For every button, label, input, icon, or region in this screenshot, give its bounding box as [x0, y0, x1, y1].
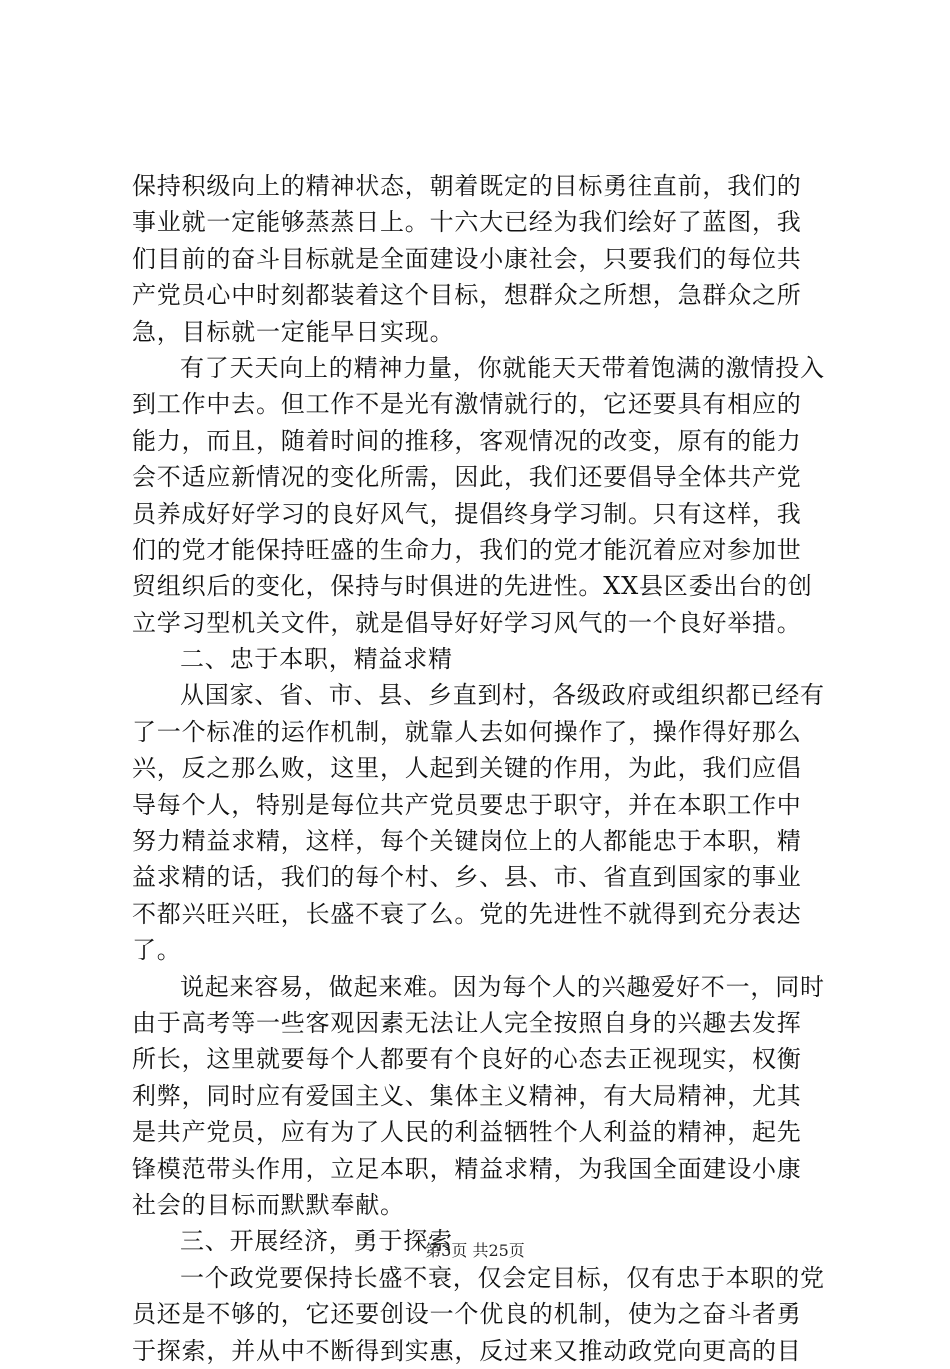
- text-line: 保持积级向上的精神状态，朝着既定的目标勇往直前，我们的: [132, 172, 802, 200]
- text-line: 锋模范带头作用，立足本职，精益求精，为我国全面建设小康: [132, 1154, 802, 1183]
- text-line: 由于高考等一些客观因素无法让人完全按照自身的兴趣去发挥: [132, 1008, 802, 1037]
- text-line: 是共产党员，应有为了人民的利益牺牲个人利益的精神，起先: [132, 1118, 802, 1147]
- text-line: 立学习型机关文件，就是倡导好好学习风气的一个良好举措。: [132, 608, 802, 637]
- paragraph-first-line: 一个政党要保持长盛不衰，仅会定目标，仅有忠于本职的党: [180, 1263, 825, 1292]
- text-line: 急，目标就一定能早日实现。: [132, 317, 455, 346]
- paragraph-first-line: 说起来容易，做起来难。因为每个人的兴趣爱好不一，同时: [180, 972, 825, 1001]
- text-line: 不都兴旺兴旺，长盛不衰了么。党的先进性不就得到充分表达: [132, 899, 802, 928]
- text-line: 于探索，并从中不断得到实惠，反过来又推动政党向更高的目: [132, 1336, 802, 1365]
- paragraph-first-line: 有了天天向上的精神力量，你就能天天带着饱满的激情投入: [180, 353, 825, 382]
- text-line: 员养成好好学习的良好风气，提倡终身学习制。只有这样，我: [132, 499, 802, 528]
- document-body: [132, 168, 826, 1369]
- text-line: 兴，反之那么败，这里，人起到关键的作用，为此，我们应倡: [132, 754, 802, 783]
- text-line: 社会的目标而默默奉献。: [132, 1190, 405, 1219]
- paragraph-first-line: 三、开展经济，勇于探索: [180, 1227, 453, 1256]
- text-line: 们的党才能保持旺盛的生命力，我们的党才能沉着应对参加世: [132, 535, 802, 564]
- text-line: 能力，而且，随着时间的推移，客观情况的改变，原有的能力: [132, 426, 802, 455]
- paragraph-first-line: 从国家、省、市、县、乡直到村，各级政府或组织都已经有: [180, 681, 825, 710]
- text-line: 了。: [132, 936, 182, 965]
- text-line: 事业就一定能够蒸蒸日上。十六大已经为我们绘好了蓝图，我: [132, 208, 802, 237]
- text-line: 员还是不够的，它还要创设一个优良的机制，使为之奋斗者勇: [132, 1300, 802, 1329]
- paragraph-first-line: 二、忠于本职，精益求精: [180, 645, 453, 674]
- text-line: 所长，这里就要每个人都要有个良好的心态去正视现实，权衡: [132, 1045, 802, 1074]
- page-footer: 第3页 共25页: [425, 1241, 525, 1260]
- text-line: 产党员心中时刻都装着这个目标，想群众之所想，急群众之所: [132, 281, 802, 310]
- text-line: 了一个标准的运作机制，就靠人去如何操作了，操作得好那么: [132, 717, 802, 746]
- text-line: 利弊，同时应有爱国主义、集体主义精神，有大局精神，尤其: [132, 1081, 802, 1110]
- text-line: 到工作中去。但工作不是光有激情就行的，它还要具有相应的: [132, 390, 802, 419]
- text-line: 们目前的奋斗目标就是全面建设小康社会，只要我们的每位共: [132, 244, 802, 273]
- text-line: 会不适应新情况的变化所需，因此，我们还要倡导全体共产党: [132, 463, 802, 492]
- text-line: 努力精益求精，这样，每个关键岗位上的人都能忠于本职，精: [132, 827, 802, 856]
- text-line: 导每个人，特别是每位共产党员要忠于职守，并在本职工作中: [132, 790, 802, 819]
- text-line: 贸组织后的变化，保持与时俱进的先进性。XX县区委出台的创: [132, 572, 813, 601]
- text-line: 益求精的话，我们的每个村、乡、县、市、省直到国家的事业: [132, 863, 802, 892]
